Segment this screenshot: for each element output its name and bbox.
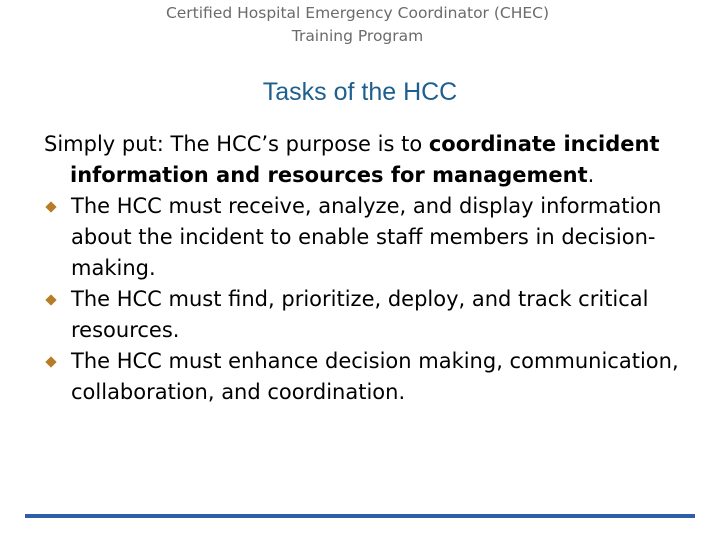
bullet-text: The HCC must find, prioritize, deploy, and track critical resources. xyxy=(71,287,649,342)
slide-title: Tasks of the HCC xyxy=(262,78,458,106)
slide-body xyxy=(44,129,704,408)
bullet-item xyxy=(44,284,704,346)
footer-divider xyxy=(25,514,695,518)
intro-lead: Simply put: The HCC’s purpose is to xyxy=(44,132,429,156)
intro-paragraph xyxy=(44,129,704,191)
bullet-item xyxy=(44,191,704,284)
diamond-bullet-icon xyxy=(45,356,56,367)
diamond-bullet-icon xyxy=(45,201,56,212)
header-line-2: Training Program xyxy=(291,27,424,45)
slide-header xyxy=(0,2,715,48)
intro-tail: . xyxy=(587,163,595,187)
intro-bold: coordinate incident information and resources for management xyxy=(70,132,660,187)
header-line-1: Certified Hospital Emergency Coordinator (CHEC) xyxy=(165,4,550,22)
bullet-list xyxy=(44,191,704,408)
diamond-bullet-icon xyxy=(45,294,56,305)
bullet-text: The HCC must enhance decision making, communication, collaboration, and coordination. xyxy=(71,349,679,404)
bullet-item xyxy=(44,346,704,408)
bullet-text: The HCC must receive, analyze, and display information about the incident to enable staff members in decision-making. xyxy=(71,194,662,280)
